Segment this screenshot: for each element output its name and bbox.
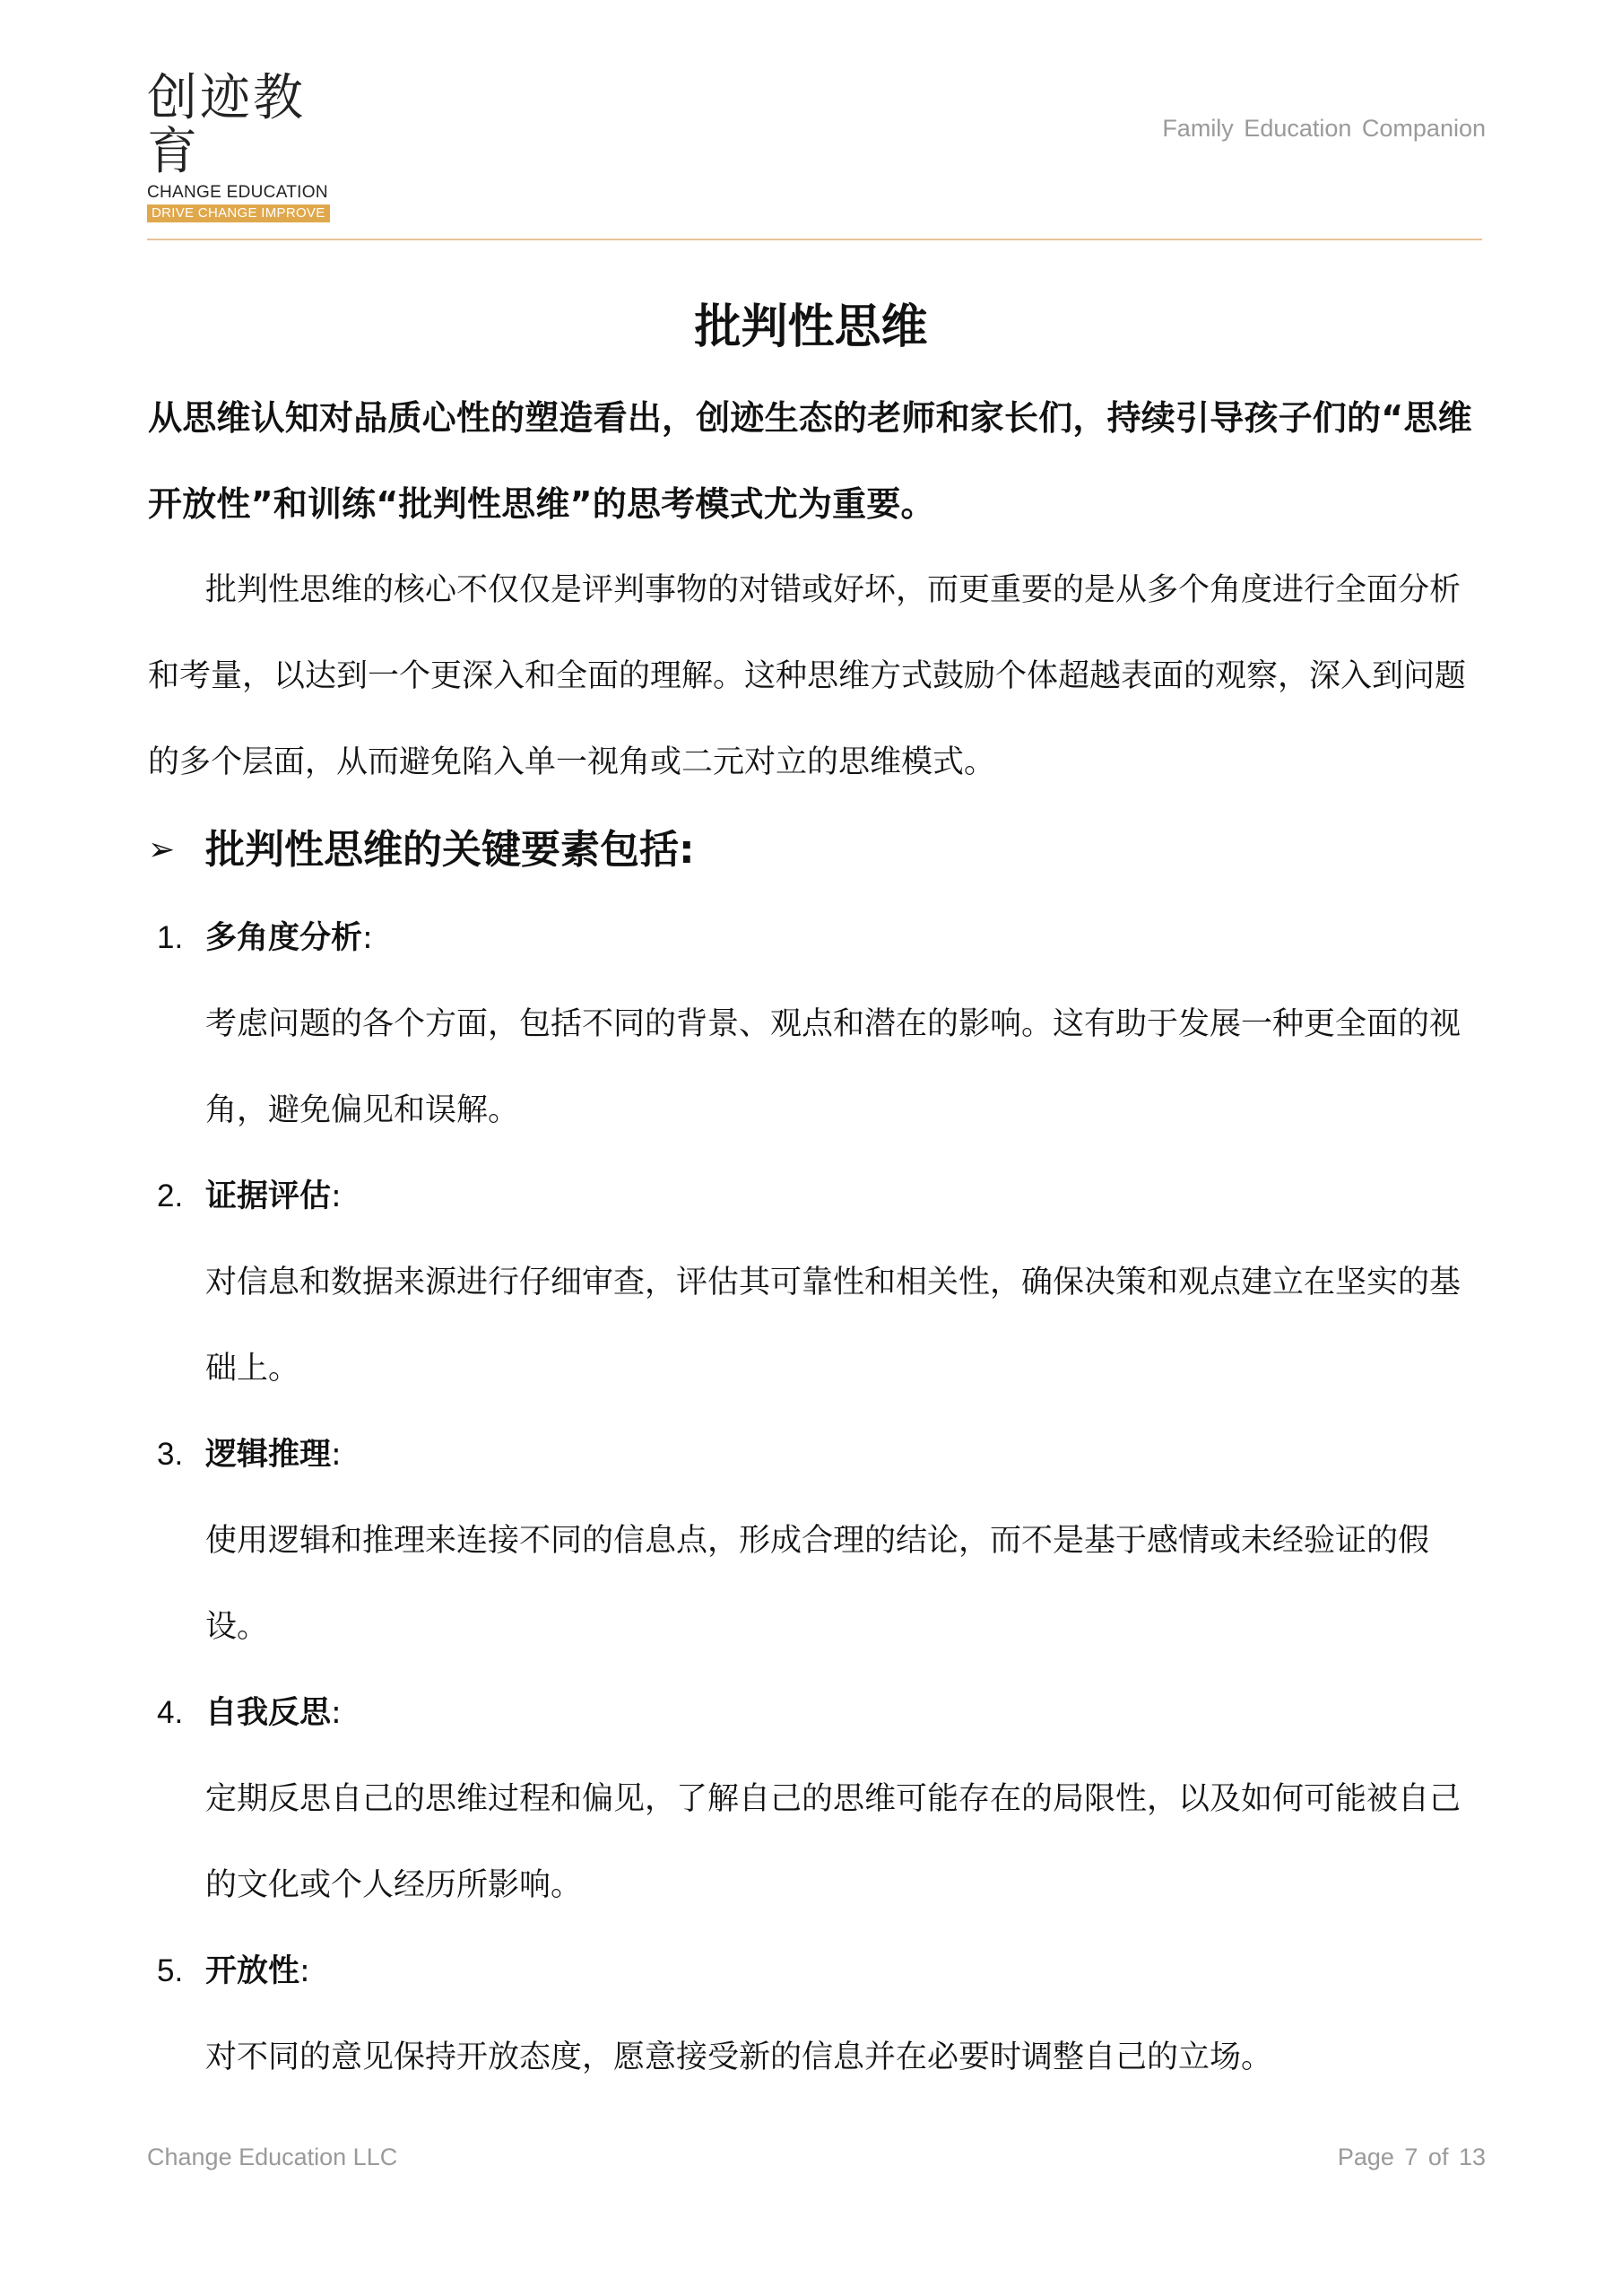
- lead-paragraph: 从思维认知对品质心性的塑造看出，创迹生态的老师和家长们，持续引导孩子们的“思维开放性”和训练“批判性思维”的思考模式尤为重要。: [148, 398, 1472, 524]
- section-heading: [148, 805, 1488, 895]
- logo-english-text: CHANGE EDUCATION: [147, 183, 328, 202]
- document-body: [148, 375, 1488, 2100]
- list-item-title: 多角度分析: [205, 920, 363, 956]
- list-item-colon: :: [331, 1695, 342, 1731]
- list-item-title: 逻辑推理: [205, 1437, 332, 1473]
- list-item-number: 5.: [157, 1953, 184, 1988]
- list-item-colon: :: [331, 1178, 342, 1214]
- list-item-number: 1.: [157, 920, 184, 955]
- list-item-number: 2.: [157, 1178, 184, 1213]
- list-item-description: 定期反思自己的思维过程和偏见，了解自己的思维可能存在的局限性，以及如何可能被自己的文化或个人经历所影响。: [205, 1781, 1462, 1903]
- list-item-heading: [148, 895, 1488, 981]
- list-item-title: 证据评估: [205, 1178, 332, 1214]
- arrow-bullet-icon: ➢: [148, 831, 176, 868]
- list-item: [148, 895, 1488, 1153]
- footer-company: Change Education LLC: [147, 2144, 398, 2170]
- list-item-description: 对信息和数据来源进行仔细审查，评估其可靠性和相关性，确保决策和观点建立在坚实的基础上。: [205, 1265, 1462, 1387]
- header-divider: [147, 239, 1482, 240]
- list-item: [148, 1412, 1488, 1670]
- list-item-colon: :: [331, 1437, 342, 1473]
- list-item-heading: [148, 1153, 1488, 1239]
- list-item-description: 使用逻辑和推理来连接不同的信息点，形成合理的结论，而不是基于感情或未经验证的假设。: [205, 1523, 1430, 1645]
- list-item: [148, 1153, 1488, 1412]
- key-elements-list: [148, 895, 1488, 2100]
- list-item-colon: :: [299, 1953, 310, 1989]
- list-item-heading: [148, 1412, 1488, 1498]
- list-item-title: 开放性: [205, 1953, 300, 1989]
- list-item-colon: :: [362, 920, 373, 956]
- header-subtitle: Family Education Companion: [1162, 115, 1486, 142]
- logo-tagline: DRIVE CHANGE IMPROVE: [147, 204, 330, 222]
- logo-chinese-text: 创迹教育: [147, 69, 306, 181]
- list-item-description: 对不同的意见保持开放态度，愿意接受新的信息并在必要时调整自己的立场。: [205, 2039, 1273, 2075]
- list-item-heading: [148, 1928, 1488, 2014]
- list-item-number: 3.: [157, 1437, 184, 1472]
- list-item-heading: [148, 1670, 1488, 1756]
- list-item-number: 4.: [157, 1695, 184, 1730]
- list-item-description: 考虑问题的各个方面，包括不同的背景、观点和潜在的影响。这有助于发展一种更全面的视角，避免偏见和误解。: [205, 1006, 1462, 1128]
- logo: [147, 69, 353, 222]
- list-item-title: 自我反思: [205, 1695, 332, 1731]
- page-title: 批判性思维: [694, 300, 928, 354]
- intro-paragraph: 批判性思维的核心不仅仅是评判事物的对错或好坏，而更重要的是从多个角度进行全面分析和考量，以达到一个更深入和全面的理解。这种思维方式鼓励个体超越表面的观察，深入到问题的多个层面，从而避免陷入单一视角或二元对立的思维模式。: [148, 572, 1467, 780]
- section-heading-text: 批判性思维的关键要素包括:: [205, 827, 695, 873]
- footer-page-number: Page 7 of 13: [1337, 2144, 1486, 2170]
- list-item: [148, 1928, 1488, 2100]
- list-item: [148, 1670, 1488, 1928]
